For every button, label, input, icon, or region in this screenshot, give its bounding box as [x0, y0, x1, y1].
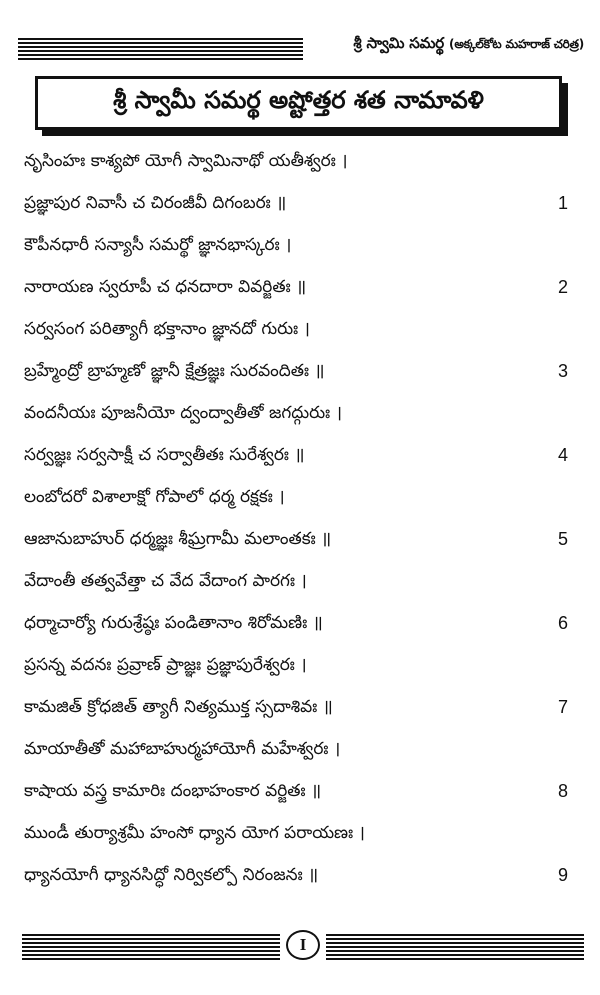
verse-line — [24, 644, 580, 686]
verse-number: 8 — [557, 781, 568, 801]
running-header — [18, 32, 584, 66]
header-rules — [18, 38, 303, 62]
page-footer — [22, 928, 584, 966]
verse-list — [24, 140, 580, 896]
footer-rules-right — [326, 934, 584, 960]
verse-number: 7 — [557, 697, 568, 717]
footer-rules-left — [22, 934, 280, 960]
verse-line — [24, 350, 580, 392]
verse-line — [24, 224, 580, 266]
verse-text: నారాయణ స్వరూపీ చ ధనదారా వివర్జితః ॥ — [24, 277, 307, 297]
verse-text: లంబోదరో విశాలాక్షో గోపాలో ధర్మ రక్షకః । — [24, 487, 285, 507]
verse-number: 2 — [557, 277, 568, 297]
verse-text: ప్రసన్న వదనః ప్రవ్రాణ్ ప్రాజ్ఞః ప్రజ్ఞాపురేశ్వరః । — [24, 655, 307, 675]
title-box — [35, 76, 562, 130]
verse-text: ఆజానుబాహుర్ ధర్మజ్ఞః శీఘ్రగామీ మలాంతకః ॥ — [24, 529, 332, 549]
verse-number: 5 — [557, 529, 568, 549]
verse-text: వందనీయః పూజనీయో ద్వంద్వాతీతో జగద్గురుః । — [24, 403, 343, 423]
verse-line — [24, 812, 580, 854]
page-number: I — [286, 930, 320, 960]
verse-text: కామజిత్ క్రోధజిత్ త్యాగీ నిత్యముక్త స్సదాశివః ॥ — [24, 697, 333, 717]
verse-text: బ్రహ్మేంద్రో బ్రాహ్మణో జ్ఞానీ క్షేత్రజ్ఞః సురవందితః ॥ — [24, 361, 325, 381]
header-title-text: శ్రీ స్వామి సమర్థ — [353, 34, 445, 52]
verse-line — [24, 728, 580, 770]
verse-text: కాషాయ వస్త్ర కామారిః దంభాహంకార వర్జితః ॥ — [24, 781, 322, 801]
verse-text: సర్వజ్ఞః సర్వసాక్షీ చ సర్వాతీతః సురేశ్వరః ॥ — [24, 445, 305, 465]
verse-line — [24, 476, 580, 518]
header-subtitle: (అక్కల్‌కోట మహరాజ్ చరిత్ర) — [449, 37, 584, 51]
verse-number: 3 — [557, 361, 568, 381]
header-title — [308, 34, 584, 56]
verse-number: 9 — [557, 865, 568, 885]
verse-number: 1 — [557, 193, 568, 213]
verse-text: ధ్యానయోగీ ధ్యానసిద్ధో నిర్వికల్పో నిరంజనః ॥ — [24, 865, 319, 885]
verse-text: ధర్మాచార్యో గురుశ్రేష్ఠః పండితానాం శిరోమణిః ॥ — [24, 613, 323, 633]
verse-text: నృసింహః కాశ్యపో యోగీ స్వామినాథో యతీశ్వరః । — [24, 151, 348, 171]
verse-number: 6 — [557, 613, 568, 633]
verse-line — [24, 434, 580, 476]
verse-line — [24, 560, 580, 602]
verse-text: కౌపీనధారీ సన్యాసీ సమర్థో జ్ఞానభాస్కరః । — [24, 235, 292, 255]
verse-text: సర్వసంగ పరిత్యాగీ భక్తానాం జ్ఞానదో గురుః । — [24, 319, 310, 339]
verse-line — [24, 602, 580, 644]
verse-line — [24, 854, 580, 896]
verse-line — [24, 770, 580, 812]
verse-text: ప్రజ్ఞాపుర నివాసీ చ చిరంజీవీ దిగంబరః ॥ — [24, 193, 287, 213]
verse-line — [24, 308, 580, 350]
verse-line — [24, 686, 580, 728]
page-title: శ్రీ స్వామీ సమర్థ అష్టోత్తర శత నామావళి — [113, 86, 484, 114]
verse-line — [24, 140, 580, 182]
verse-number: 4 — [557, 445, 568, 465]
verse-text: మాయాతీతో మహాబాహుర్మహాయోగీ మహేశ్వరః । — [24, 739, 341, 759]
verse-text: ముండీ తుర్యాశ్రమీ హంసో ధ్యాన యోగ పరాయణః । — [24, 823, 365, 843]
verse-line — [24, 182, 580, 224]
verse-text: వేదాంతీ తత్వవేత్తా చ వేద వేదాంగ పారగః । — [24, 571, 307, 591]
verse-line — [24, 266, 580, 308]
verse-line — [24, 392, 580, 434]
verse-line — [24, 518, 580, 560]
